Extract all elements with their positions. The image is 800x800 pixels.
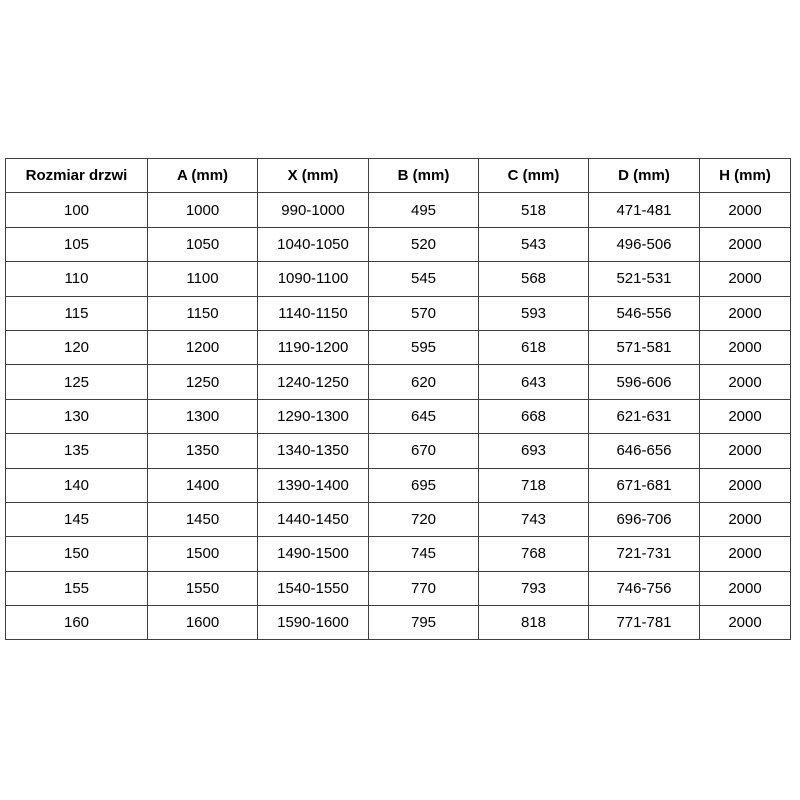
table-cell: 140 xyxy=(6,468,148,502)
table-row xyxy=(6,330,791,364)
table-cell: 571-581 xyxy=(589,330,700,364)
table-cell: 693 xyxy=(479,434,589,468)
header-row xyxy=(6,159,791,193)
table-cell: 670 xyxy=(369,434,479,468)
table-cell: 721-731 xyxy=(589,537,700,571)
table-cell: 155 xyxy=(6,571,148,605)
table-cell: 1350 xyxy=(148,434,258,468)
table-cell: 1000 xyxy=(148,193,258,227)
table-row xyxy=(6,537,791,571)
table-cell: 150 xyxy=(6,537,148,571)
table-cell: 1150 xyxy=(148,296,258,330)
table-cell: 1390-1400 xyxy=(258,468,369,502)
table-cell: 1450 xyxy=(148,502,258,536)
table-cell: 718 xyxy=(479,468,589,502)
table-cell: 518 xyxy=(479,193,589,227)
table-cell: 2000 xyxy=(700,330,791,364)
table-cell: 1100 xyxy=(148,262,258,296)
table-cell: 2000 xyxy=(700,262,791,296)
table-cell: 521-531 xyxy=(589,262,700,296)
table-cell: 1550 xyxy=(148,571,258,605)
table-cell: 1500 xyxy=(148,537,258,571)
header-cell: Rozmiar drzwi xyxy=(6,159,148,193)
table-cell: 596-606 xyxy=(589,365,700,399)
table-cell: 520 xyxy=(369,227,479,261)
table-cell: 1490-1500 xyxy=(258,537,369,571)
table-cell: 1140-1150 xyxy=(258,296,369,330)
table-cell: 471-481 xyxy=(589,193,700,227)
table-cell: 743 xyxy=(479,502,589,536)
table-cell: 671-681 xyxy=(589,468,700,502)
table-cell: 1440-1450 xyxy=(258,502,369,536)
table-cell: 1540-1550 xyxy=(258,571,369,605)
table-cell: 2000 xyxy=(700,571,791,605)
table-cell: 795 xyxy=(369,606,479,640)
table-cell: 646-656 xyxy=(589,434,700,468)
header-cell: X (mm) xyxy=(258,159,369,193)
table-cell: 1250 xyxy=(148,365,258,399)
table-cell: 2000 xyxy=(700,227,791,261)
table-row xyxy=(6,296,791,330)
table-cell: 1290-1300 xyxy=(258,399,369,433)
table-cell: 1190-1200 xyxy=(258,330,369,364)
table-header xyxy=(6,159,791,193)
table-cell: 496-506 xyxy=(589,227,700,261)
table-row xyxy=(6,434,791,468)
table-cell: 1340-1350 xyxy=(258,434,369,468)
table-cell: 105 xyxy=(6,227,148,261)
table-row xyxy=(6,193,791,227)
table-row xyxy=(6,606,791,640)
header-cell: C (mm) xyxy=(479,159,589,193)
door-size-table xyxy=(5,158,791,640)
table-cell: 595 xyxy=(369,330,479,364)
table-cell: 1590-1600 xyxy=(258,606,369,640)
table-body xyxy=(6,193,791,640)
table-cell: 1050 xyxy=(148,227,258,261)
table-cell: 645 xyxy=(369,399,479,433)
table-cell: 145 xyxy=(6,502,148,536)
table-cell: 1600 xyxy=(148,606,258,640)
table-cell: 818 xyxy=(479,606,589,640)
table-cell: 643 xyxy=(479,365,589,399)
header-cell: H (mm) xyxy=(700,159,791,193)
table-cell: 2000 xyxy=(700,434,791,468)
table-cell: 130 xyxy=(6,399,148,433)
table-row xyxy=(6,468,791,502)
table-cell: 1090-1100 xyxy=(258,262,369,296)
table-cell: 1400 xyxy=(148,468,258,502)
table-cell: 568 xyxy=(479,262,589,296)
header-cell: A (mm) xyxy=(148,159,258,193)
table-cell: 793 xyxy=(479,571,589,605)
header-cell: D (mm) xyxy=(589,159,700,193)
table-cell: 1200 xyxy=(148,330,258,364)
table-row xyxy=(6,571,791,605)
table-cell: 545 xyxy=(369,262,479,296)
table-cell: 746-756 xyxy=(589,571,700,605)
table-cell: 160 xyxy=(6,606,148,640)
table-cell: 2000 xyxy=(700,296,791,330)
table-cell: 2000 xyxy=(700,365,791,399)
table-cell: 570 xyxy=(369,296,479,330)
table-cell: 593 xyxy=(479,296,589,330)
table-row xyxy=(6,262,791,296)
header-cell: B (mm) xyxy=(369,159,479,193)
table-cell: 546-556 xyxy=(589,296,700,330)
table-cell: 2000 xyxy=(700,399,791,433)
table-cell: 990-1000 xyxy=(258,193,369,227)
table-cell: 543 xyxy=(479,227,589,261)
table-cell: 135 xyxy=(6,434,148,468)
table-cell: 2000 xyxy=(700,193,791,227)
table-cell: 100 xyxy=(6,193,148,227)
table-cell: 768 xyxy=(479,537,589,571)
table-cell: 770 xyxy=(369,571,479,605)
table-cell: 620 xyxy=(369,365,479,399)
table-cell: 695 xyxy=(369,468,479,502)
table-cell: 1040-1050 xyxy=(258,227,369,261)
table-cell: 771-781 xyxy=(589,606,700,640)
table-cell: 618 xyxy=(479,330,589,364)
table-cell: 2000 xyxy=(700,537,791,571)
table-cell: 668 xyxy=(479,399,589,433)
table-row xyxy=(6,365,791,399)
table-cell: 495 xyxy=(369,193,479,227)
table-cell: 720 xyxy=(369,502,479,536)
table-cell: 696-706 xyxy=(589,502,700,536)
table-row xyxy=(6,502,791,536)
table-cell: 1300 xyxy=(148,399,258,433)
table-cell: 745 xyxy=(369,537,479,571)
table-cell: 2000 xyxy=(700,468,791,502)
table-cell: 621-631 xyxy=(589,399,700,433)
table-row xyxy=(6,227,791,261)
table-row xyxy=(6,399,791,433)
table-cell: 2000 xyxy=(700,606,791,640)
table-cell: 120 xyxy=(6,330,148,364)
table-cell: 1240-1250 xyxy=(258,365,369,399)
table-cell: 110 xyxy=(6,262,148,296)
table-cell: 125 xyxy=(6,365,148,399)
table-cell: 2000 xyxy=(700,502,791,536)
table-cell: 115 xyxy=(6,296,148,330)
